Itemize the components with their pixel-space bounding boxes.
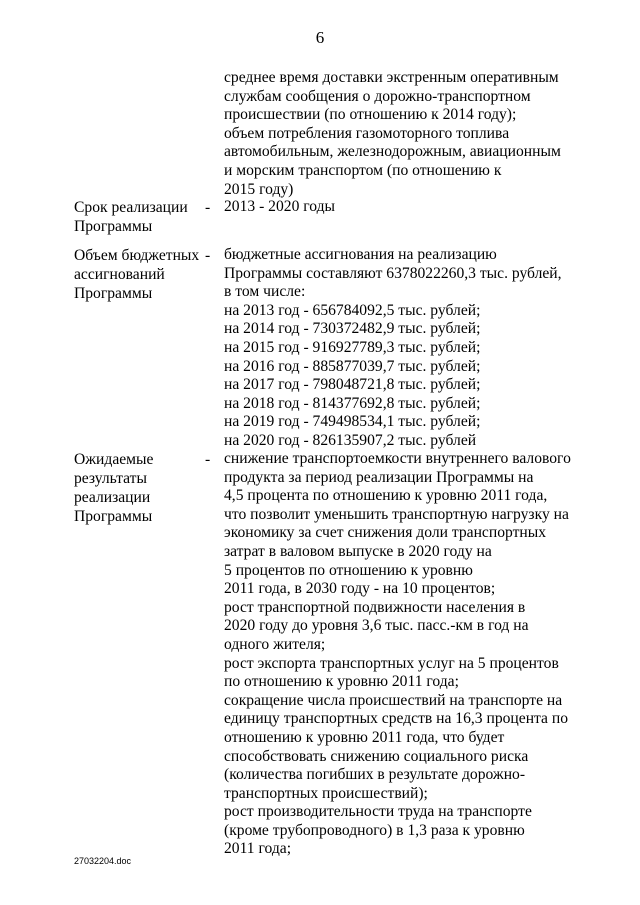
text-line: по отношению к уровню 2011 года; — [224, 673, 459, 691]
label-line: Программы — [74, 218, 153, 235]
text-line: на 2013 год - 656784092,5 тыс. рублей; — [224, 301, 481, 319]
label-line: Срок реализации — [74, 199, 188, 216]
section-value — [224, 246, 584, 451]
text-line: 2011 года, в 2030 году - на 10 процентов; — [224, 580, 496, 598]
section-value — [224, 198, 584, 217]
text-line: в том числе: — [224, 283, 306, 301]
label-line: Ожидаемые — [74, 451, 154, 468]
section-value — [224, 450, 584, 859]
text-line: сокращение числа происшествий на транспорте на — [224, 691, 563, 709]
text-line: одного жителя; — [224, 635, 326, 653]
text-line: отношению к уровню 2011 года, что будет — [224, 728, 505, 746]
section-label — [74, 450, 202, 526]
text-line: 2011 года; — [224, 840, 292, 858]
text-line: Программы составляют 6378022260,3 тыс. рублей, — [224, 264, 562, 282]
text-line: (количества погибших в результате дорожно- — [224, 766, 526, 784]
document-filename: 27032204.doc — [74, 856, 132, 866]
text-line: единицу транспортных средств на 16,3 процента по — [224, 710, 569, 728]
label-line: Объем бюджетных — [74, 247, 200, 264]
text-line: способствовать снижению социального риска — [224, 747, 529, 765]
text-line: рост производительности труда на транспорте — [224, 803, 532, 821]
text-line: рост экспорта транспортных услуг на 5 процентов — [224, 654, 559, 672]
page-number: 6 — [315, 28, 325, 47]
text-line: происшествии (по отношению к 2014 году); — [224, 106, 517, 124]
separator-dash: - — [205, 451, 211, 468]
text-line: среднее время доставки экстренным оперативным — [224, 69, 559, 86]
text-line: 2020 году до уровня 3,6 тыс. пасс.-км в год на — [224, 617, 529, 635]
text-line: 2013 - 2020 годы — [224, 198, 336, 215]
text-line: 4,5 процента по отношению к уровню 2011 года, — [224, 487, 548, 505]
text-line: бюджетные ассигнования на реализацию — [224, 246, 497, 263]
label-line: реализации — [74, 489, 151, 506]
text-line: экономику за счет снижения доли транспортных — [224, 524, 547, 542]
separator-dash: - — [205, 199, 211, 216]
text-line: продукта за период реализации Программы на — [224, 468, 534, 486]
text-line: 5 процентов по отношению к уровню — [224, 561, 473, 579]
text-line: на 2017 год - 798048721,8 тыс. рублей; — [224, 376, 481, 394]
text-line: и морским транспортом (по отношению к — [224, 161, 502, 179]
text-line: на 2020 год - 826135907,2 тыс. рублей — [224, 431, 477, 449]
label-line: результаты — [74, 470, 147, 487]
section-label — [74, 198, 202, 236]
continuation-text — [224, 69, 584, 199]
text-line: затрат в валовом выпуске в 2020 году на — [224, 542, 492, 560]
text-line: на 2019 год - 749498534,1 тыс. рублей; — [224, 413, 481, 431]
section-label — [74, 246, 202, 303]
label-line: Программы — [74, 285, 153, 302]
text-line: 2015 году) — [224, 180, 294, 198]
text-line: снижение транспортоемкости внутреннего валового — [224, 450, 571, 467]
label-line: Программы — [74, 508, 153, 525]
text-line: на 2016 год - 885877039,7 тыс. рублей; — [224, 357, 481, 375]
text-line: на 2014 год - 730372482,9 тыс. рублей; — [224, 320, 481, 338]
text-line: (кроме трубопроводного) в 1,3 раза к уровню — [224, 821, 525, 839]
text-line: автомобильным, железнодорожным, авиационным — [224, 143, 561, 161]
text-line: объем потребления газомоторного топлива — [224, 124, 510, 142]
text-line: на 2018 год - 814377692,8 тыс. рублей; — [224, 394, 481, 412]
separator-dash: - — [205, 247, 211, 264]
text-line: транспортных происшествий); — [224, 784, 428, 802]
text-line: службам сообщения о дорожно-транспортном — [224, 87, 531, 105]
label-line: ассигнований — [74, 266, 165, 283]
text-line: что позволит уменьшить транспортную нагрузку на — [224, 505, 569, 523]
text-line: рост транспортной подвижности населения в — [224, 598, 526, 616]
text-line: на 2015 год - 916927789,3 тыс. рублей; — [224, 338, 481, 356]
